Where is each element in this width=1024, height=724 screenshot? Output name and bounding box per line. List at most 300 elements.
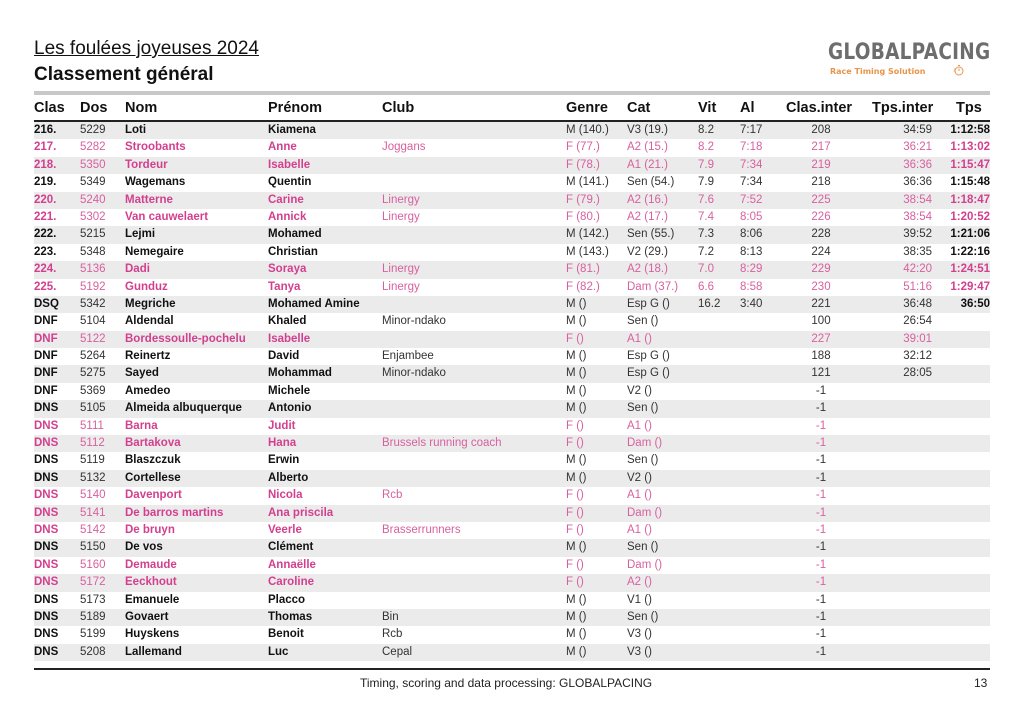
cell-dos: 5104	[80, 315, 106, 328]
cell-cat: A2 (16.)	[627, 193, 668, 206]
cell-clas: DNF	[34, 350, 58, 363]
cell-prenom: Soraya	[268, 263, 307, 276]
table-row	[34, 174, 990, 191]
cell-clas: 219.	[34, 176, 57, 189]
cell-genre: M ()	[566, 402, 587, 415]
table-row	[34, 557, 990, 574]
cell-clas: DNS	[34, 437, 59, 450]
cell-tps: 1:18:47	[950, 193, 990, 206]
cell-nom: Aldendal	[125, 315, 174, 328]
cell-nom: Loti	[125, 124, 147, 136]
cell-tps-inter: 28:05	[903, 367, 932, 380]
stopwatch-icon	[953, 64, 965, 76]
cell-nom: Davenport	[125, 489, 182, 502]
cell-nom: Govaert	[125, 610, 169, 623]
cell-clas: 216.	[34, 124, 57, 136]
cell-genre: F (77.)	[566, 141, 600, 154]
cell-clas-inter: 229	[811, 263, 831, 276]
cell-clas: DNS	[34, 489, 59, 502]
cell-cat: A1 ()	[627, 523, 652, 536]
cell-dos: 5132	[80, 471, 106, 484]
cell-clas: DNS	[34, 576, 59, 589]
cell-tps-inter: 36:36	[903, 176, 932, 189]
cell-genre: F ()	[566, 419, 584, 432]
cell-genre: M ()	[566, 315, 587, 328]
cell-genre: M (141.)	[566, 176, 609, 189]
cell-al: 7:34	[740, 176, 763, 189]
cell-prenom: Nicola	[268, 489, 303, 502]
cell-genre: F ()	[566, 489, 584, 502]
cell-nom: Tordeur	[125, 158, 168, 171]
cell-prenom: Alberto	[268, 471, 309, 484]
cell-al: 8:05	[740, 210, 763, 223]
table-row	[34, 209, 990, 226]
cell-nom: De bruyn	[125, 523, 175, 536]
cell-cat: Sen ()	[627, 541, 659, 554]
cell-prenom: Thomas	[268, 610, 313, 623]
cell-cat: Sen (55.)	[627, 228, 675, 241]
cell-cat: Esp G ()	[627, 297, 670, 310]
cell-clas: 217.	[34, 141, 57, 154]
cell-genre: M ()	[566, 628, 587, 641]
table-row	[34, 122, 990, 139]
cell-genre: M ()	[566, 367, 587, 380]
cell-dos: 5302	[80, 210, 106, 223]
cell-genre: F (80.)	[566, 210, 600, 223]
table-row	[34, 470, 990, 487]
cell-clas: 225.	[34, 280, 57, 293]
col-header-club: Club	[382, 100, 415, 116]
cell-genre: M ()	[566, 541, 587, 554]
cell-clas-inter: -1	[815, 437, 827, 450]
cell-prenom: Tanya	[268, 280, 301, 293]
cell-clas-inter: 217	[811, 141, 831, 154]
cell-tps-inter: 42:20	[903, 263, 932, 276]
col-header-clas-inter: Clas.inter	[786, 100, 853, 116]
cell-prenom: Quentin	[268, 176, 312, 189]
cell-genre: F ()	[566, 332, 584, 345]
cell-vit: 7.4	[698, 210, 714, 223]
cell-prenom: Clément	[268, 541, 314, 554]
cell-clas-inter: 230	[811, 280, 831, 293]
page-title: Classement général	[34, 64, 214, 85]
cell-dos: 5342	[80, 297, 106, 310]
cell-tps-inter: 38:54	[903, 193, 932, 206]
table-row	[34, 331, 990, 348]
cell-club: Rcb	[382, 628, 403, 641]
cell-clas: DNS	[34, 454, 59, 467]
cell-prenom: Antonio	[268, 402, 312, 415]
cell-nom: Blaszczuk	[125, 454, 181, 467]
cell-dos: 5350	[80, 158, 106, 171]
cell-nom: Wagemans	[125, 176, 186, 189]
cell-dos: 5240	[80, 193, 106, 206]
cell-cat: A1 (21.)	[627, 158, 668, 171]
cell-dos: 5112	[80, 437, 105, 450]
cell-prenom: Luc	[268, 645, 289, 658]
table-row	[34, 435, 990, 452]
cell-prenom: Isabelle	[268, 332, 311, 345]
event-title: Les foulées joyeuses 2024	[34, 38, 259, 59]
cell-prenom: Isabelle	[268, 158, 311, 171]
cell-club: Rcb	[382, 489, 403, 502]
cell-tps-inter: 36:21	[903, 141, 932, 154]
cell-vit: 8.2	[698, 124, 714, 136]
cell-dos: 5282	[80, 141, 106, 154]
cell-tps-inter: 36:48	[903, 297, 932, 310]
cell-dos: 5105	[80, 402, 106, 415]
cell-prenom: David	[268, 350, 300, 363]
col-header-prenom: Prénom	[268, 100, 322, 116]
cell-dos: 5199	[80, 628, 106, 641]
header-divider	[34, 91, 990, 95]
cell-clas-inter: 226	[811, 210, 831, 223]
cell-nom: Nemegaire	[125, 245, 184, 258]
cell-tps-inter: 39:52	[903, 228, 932, 241]
cell-clas-inter: 188	[811, 350, 831, 363]
cell-clas-inter: 224	[811, 245, 831, 258]
table-row	[34, 644, 990, 661]
cell-clas-inter: -1	[815, 402, 827, 415]
cell-club: Cepal	[382, 645, 413, 658]
cell-prenom: Annaëlle	[268, 558, 316, 571]
cell-prenom: Ana priscila	[268, 506, 334, 519]
cell-cat: A1 ()	[627, 419, 652, 432]
table-row	[34, 505, 990, 522]
col-header-nom: Nom	[125, 100, 158, 116]
table-row	[34, 348, 990, 365]
cell-cat: V3 ()	[627, 628, 652, 641]
cell-cat: V3 ()	[627, 645, 652, 658]
cell-vit: 7.9	[698, 158, 714, 171]
cell-vit: 8.2	[698, 141, 714, 154]
cell-nom: Amedeo	[125, 384, 171, 397]
cell-club: Linergy	[382, 210, 420, 223]
cell-cat: Sen ()	[627, 315, 659, 328]
cell-nom: Gunduz	[125, 280, 168, 293]
cell-clas-inter: -1	[815, 593, 827, 606]
cell-genre: F (79.)	[566, 193, 600, 206]
cell-clas: DNS	[34, 523, 59, 536]
col-header-dos: Dos	[80, 100, 108, 116]
cell-genre: F ()	[566, 523, 584, 536]
cell-clas-inter: 225	[811, 193, 831, 206]
cell-genre: F ()	[566, 576, 584, 589]
cell-clas: DNS	[34, 471, 59, 484]
table-row	[34, 418, 990, 435]
cell-prenom: Erwin	[268, 454, 300, 467]
cell-tps-inter: 34:59	[903, 124, 932, 136]
cell-clas-inter: 228	[811, 228, 831, 241]
table-row	[34, 365, 990, 382]
cell-nom: De vos	[125, 541, 163, 554]
table-row	[34, 539, 990, 556]
cell-clas-inter: -1	[815, 558, 827, 571]
cell-clas-inter: -1	[815, 610, 827, 623]
cell-clas-inter: -1	[815, 576, 827, 589]
cell-tps-inter: 39:01	[903, 332, 932, 345]
cell-club: Minor-ndako	[382, 367, 446, 380]
cell-nom: Emanuele	[125, 593, 180, 606]
col-header-vit: Vit	[698, 100, 717, 116]
cell-genre: M ()	[566, 471, 587, 484]
cell-club: Joggans	[382, 141, 426, 154]
cell-al: 8:29	[740, 263, 763, 276]
table-row	[34, 522, 990, 539]
cell-clas-inter: 121	[811, 367, 831, 380]
cell-clas-inter: 100	[811, 315, 831, 328]
cell-vit: 7.3	[698, 228, 714, 241]
cell-clas-inter: -1	[815, 523, 827, 536]
cell-vit: 6.6	[698, 280, 714, 293]
cell-dos: 5215	[80, 228, 106, 241]
cell-prenom: Caroline	[268, 576, 315, 589]
cell-tps-inter: 38:35	[903, 245, 932, 258]
cell-cat: A1 ()	[627, 332, 652, 345]
cell-clas: 218.	[34, 158, 57, 171]
cell-clas-inter: 218	[811, 176, 831, 189]
cell-prenom: Benoit	[268, 628, 304, 641]
cell-clas-inter: -1	[815, 384, 827, 397]
col-header-cat: Cat	[627, 100, 651, 116]
cell-clas-inter: 221	[811, 297, 831, 310]
cell-genre: M ()	[566, 384, 587, 397]
table-row	[34, 139, 990, 156]
cell-prenom: Judit	[268, 419, 296, 432]
cell-genre: M ()	[566, 645, 587, 658]
cell-prenom: Hana	[268, 437, 297, 450]
cell-vit: 7.2	[698, 245, 714, 258]
cell-dos: 5122	[80, 332, 106, 345]
cell-dos: 5141	[80, 506, 106, 519]
cell-clas-inter: 219	[811, 158, 831, 171]
cell-genre: M (142.)	[566, 228, 609, 241]
table-row	[34, 226, 990, 243]
cell-prenom: Christian	[268, 245, 318, 258]
cell-club: Linergy	[382, 280, 420, 293]
cell-tps: 36:50	[960, 297, 990, 310]
cell-clas-inter: -1	[815, 454, 827, 467]
cell-cat: Dam (37.)	[627, 280, 679, 293]
cell-dos: 5369	[80, 384, 106, 397]
cell-cat: A2 (15.)	[627, 141, 668, 154]
cell-prenom: Kiamena	[268, 124, 316, 136]
cell-clas: DSQ	[34, 297, 59, 310]
col-header-tps: Tps	[956, 100, 982, 116]
table-row	[34, 261, 990, 278]
globalpacing-logo	[828, 40, 991, 84]
cell-nom: Demaude	[125, 558, 177, 571]
cell-cat: V2 (29.)	[627, 245, 668, 258]
cell-cat: Dam ()	[627, 506, 663, 519]
table-row	[34, 313, 990, 330]
cell-dos: 5142	[80, 523, 106, 536]
cell-tps: 1:15:47	[950, 158, 990, 171]
table-row	[34, 592, 990, 609]
cell-clas: DNF	[34, 315, 58, 328]
table-row	[34, 296, 990, 313]
cell-prenom: Michele	[268, 384, 311, 397]
cell-nom: Reinertz	[125, 350, 171, 363]
footer-text: Timing, scoring and data processing: GLOBALPACING	[360, 676, 653, 690]
cell-genre: M ()	[566, 610, 587, 623]
cell-clas: 222.	[34, 228, 57, 241]
table-row	[34, 487, 990, 504]
cell-prenom: Anne	[268, 141, 297, 154]
cell-tps: 1:29:47	[950, 280, 990, 293]
cell-clas-inter: -1	[815, 489, 827, 502]
cell-nom: Huyskens	[125, 628, 180, 641]
cell-cat: Sen (54.)	[627, 176, 675, 189]
cell-cat: Sen ()	[627, 454, 659, 467]
logo-brand: GLOBALPACING	[828, 40, 991, 65]
cell-vit: 7.9	[698, 176, 714, 189]
cell-cat: Esp G ()	[627, 350, 670, 363]
table-row	[34, 609, 990, 626]
cell-clas: 223.	[34, 245, 57, 258]
table-row	[34, 400, 990, 417]
cell-dos: 5275	[80, 367, 106, 380]
cell-clas-inter: -1	[815, 419, 827, 432]
table-row	[34, 383, 990, 400]
cell-clas-inter: 227	[811, 332, 831, 345]
cell-clas: 221.	[34, 210, 57, 223]
cell-clas-inter: -1	[815, 541, 827, 554]
cell-cat: V1 ()	[627, 593, 652, 606]
cell-tps: 1:22:16	[950, 245, 990, 258]
cell-nom: Eeckhout	[125, 576, 177, 589]
cell-cat: Dam ()	[627, 558, 663, 571]
cell-cat: A2 (17.)	[627, 210, 668, 223]
cell-genre: M ()	[566, 593, 587, 606]
cell-tps: 1:12:58	[950, 124, 990, 136]
cell-tps: 1:15:48	[950, 176, 990, 189]
cell-nom: Bartakova	[125, 437, 181, 450]
cell-clas: DNS	[34, 593, 59, 606]
cell-genre: F (78.)	[566, 158, 600, 171]
cell-club: Minor-ndako	[382, 315, 446, 328]
cell-dos: 5192	[80, 280, 106, 293]
cell-club: Enjambee	[382, 350, 434, 363]
cell-genre: M ()	[566, 297, 587, 310]
cell-al: 7:18	[740, 141, 763, 154]
cell-cat: Sen ()	[627, 402, 659, 415]
cell-prenom: Mohamed	[268, 228, 322, 241]
cell-nom: Lallemand	[125, 645, 182, 658]
cell-clas: DNS	[34, 541, 59, 554]
cell-nom: Barna	[125, 419, 158, 432]
cell-dos: 5140	[80, 489, 106, 502]
cell-club: Brasserrunners	[382, 523, 461, 536]
cell-nom: Bordessoulle-pochelu	[125, 332, 246, 345]
col-header-clas: Clas	[34, 100, 65, 116]
cell-clas: DNS	[34, 419, 59, 432]
table-row	[34, 279, 990, 296]
cell-genre: M ()	[566, 350, 587, 363]
cell-tps: 1:13:02	[950, 141, 990, 154]
cell-clas: DNF	[34, 384, 58, 397]
cell-clas: DNF	[34, 367, 58, 380]
cell-dos: 5208	[80, 645, 106, 658]
cell-prenom: Veerle	[268, 523, 302, 536]
cell-cat: Dam ()	[627, 437, 663, 450]
cell-genre: F (81.)	[566, 263, 600, 276]
results-table	[34, 98, 990, 661]
cell-nom: Sayed	[125, 367, 159, 380]
cell-vit: 7.0	[698, 263, 714, 276]
cell-nom: Dadi	[125, 263, 150, 276]
cell-clas-inter: -1	[815, 471, 827, 484]
cell-genre: F (82.)	[566, 280, 600, 293]
cell-al: 7:52	[740, 193, 763, 206]
cell-dos: 5229	[80, 124, 106, 136]
cell-tps-inter: 32:12	[903, 350, 932, 363]
cell-nom: De barros martins	[125, 506, 224, 519]
cell-nom: Almeida albuquerque	[125, 402, 242, 415]
cell-genre: M (140.)	[566, 124, 609, 136]
cell-clas-inter: -1	[815, 645, 827, 658]
cell-clas: DNS	[34, 402, 59, 415]
cell-clas-inter: -1	[815, 628, 827, 641]
cell-cat: V2 ()	[627, 471, 652, 484]
cell-dos: 5172	[80, 576, 106, 589]
cell-prenom: Carine	[268, 193, 304, 206]
cell-al: 7:34	[740, 158, 763, 171]
cell-tps: 1:21:06	[950, 228, 990, 241]
cell-dos: 5348	[80, 245, 106, 258]
cell-al: 8:58	[740, 280, 763, 293]
cell-cat: A2 ()	[627, 576, 652, 589]
cell-cat: Esp G ()	[627, 367, 670, 380]
cell-dos: 5150	[80, 541, 106, 554]
cell-clas: DNS	[34, 645, 59, 658]
cell-club: Bin	[382, 610, 399, 623]
cell-cat: A2 (18.)	[627, 263, 668, 276]
cell-nom: Lejmi	[125, 228, 156, 241]
cell-club: Linergy	[382, 263, 420, 276]
cell-nom: Stroobants	[125, 141, 186, 154]
cell-nom: Matterne	[125, 193, 173, 206]
cell-clas: DNF	[34, 332, 58, 345]
cell-genre: M ()	[566, 454, 587, 467]
table-row	[34, 626, 990, 643]
table-row	[34, 157, 990, 174]
cell-nom: Megriche	[125, 297, 176, 310]
cell-tps-inter: 26:54	[903, 315, 932, 328]
cell-dos: 5111	[80, 419, 104, 432]
cell-club: Linergy	[382, 193, 420, 206]
cell-dos: 5189	[80, 610, 106, 623]
cell-dos: 5349	[80, 176, 106, 189]
cell-clas: 224.	[34, 263, 57, 276]
cell-cat: A1 ()	[627, 489, 652, 502]
cell-prenom: Mohammad	[268, 367, 332, 380]
cell-dos: 5173	[80, 593, 106, 606]
cell-tps-inter: 51:16	[903, 280, 932, 293]
cell-vit: 7.6	[698, 193, 714, 206]
cell-al: 3:40	[740, 297, 763, 310]
table-body	[34, 122, 990, 661]
table-row	[34, 574, 990, 591]
cell-prenom: Placco	[268, 593, 306, 606]
cell-nom: Van cauwelaert	[125, 210, 209, 223]
cell-prenom: Mohamed Amine	[268, 297, 360, 310]
cell-clas: DNS	[34, 558, 59, 571]
cell-al: 8:06	[740, 228, 763, 241]
cell-dos: 5160	[80, 558, 106, 571]
cell-dos: 5136	[80, 263, 106, 276]
page-number: 13	[974, 676, 988, 690]
